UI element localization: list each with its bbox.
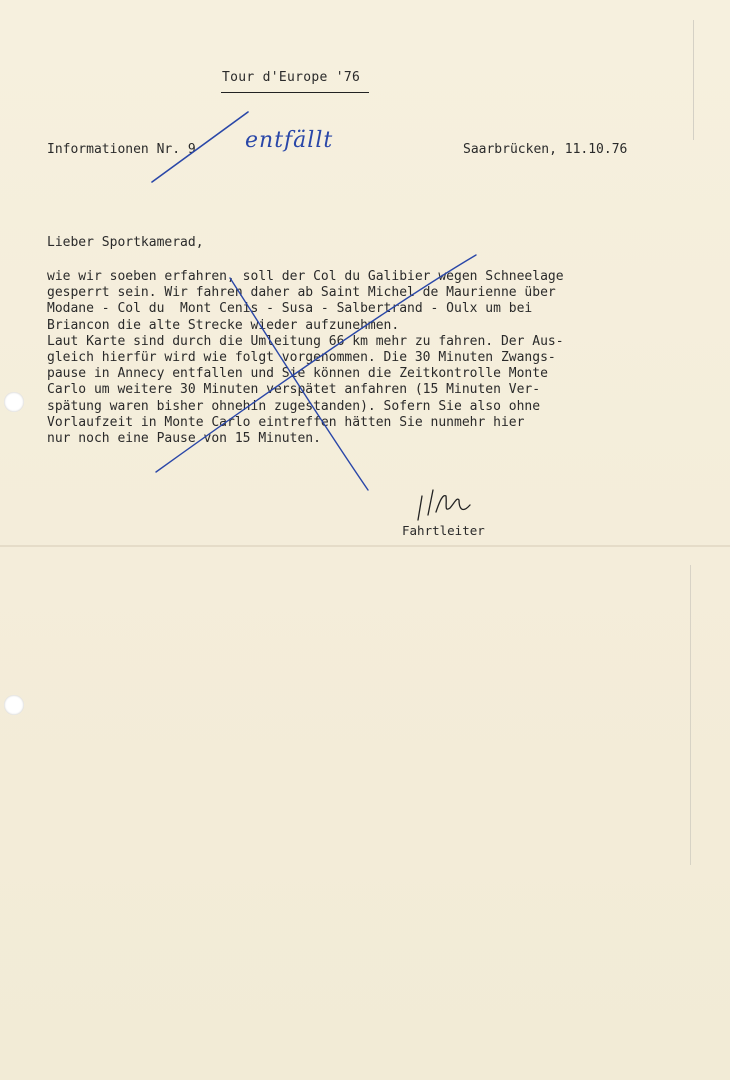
body-line: Vorlaufzeit in Monte Carlo eintreffen hätten Sie nunmehr hier [47, 414, 525, 430]
body-line: Carlo um weitere 30 Minuten verspätet anfahren (15 Minuten Ver- [47, 382, 541, 398]
body-line: wie wir soeben erfahren, soll der Col du Galibier wegen Schneelage [47, 269, 564, 284]
body-line: Laut Karte sind durch die Umleitung 66 km mehr zu fahren. Der Aus- [47, 333, 564, 349]
signature-title: Fahrtleiter [402, 523, 485, 538]
signature [418, 490, 470, 520]
place-date: Saarbrücken, 11.10.76 [463, 142, 628, 157]
body-line: gleich hierfür wird wie folgt vorgenommen. Die 30 Minuten Zwangs- [47, 350, 556, 366]
body-line: nur noch eine Pause von 15 Minuten. [47, 431, 321, 447]
handwritten-note: entfällt [245, 128, 334, 153]
cross-line [156, 255, 476, 472]
body-line: spätung waren bisher ohnehin zugestanden). Sofern Sie also ohne [47, 398, 541, 414]
greeting: Lieber Sportkamerad, [47, 235, 204, 250]
strike-line [152, 112, 248, 182]
cross-line [230, 278, 368, 490]
body-line: pause in Annecy entfallen und Sie können die Zeitkontrolle Monte [47, 366, 548, 382]
letter-heading: Tour d'Europe '76 [222, 70, 361, 85]
body-line: gesperrt sein. Wir fahren daher ab Saint Michel de Maurienne über [47, 285, 556, 301]
info-number: Informationen Nr. 9 [47, 142, 196, 157]
body-line: Briancon die alte Strecke wieder aufzunehmen. [47, 317, 400, 333]
body-line: Modane - Col du Mont Cenis - Susa - Salbertrand - Oulx um bei [47, 301, 533, 317]
